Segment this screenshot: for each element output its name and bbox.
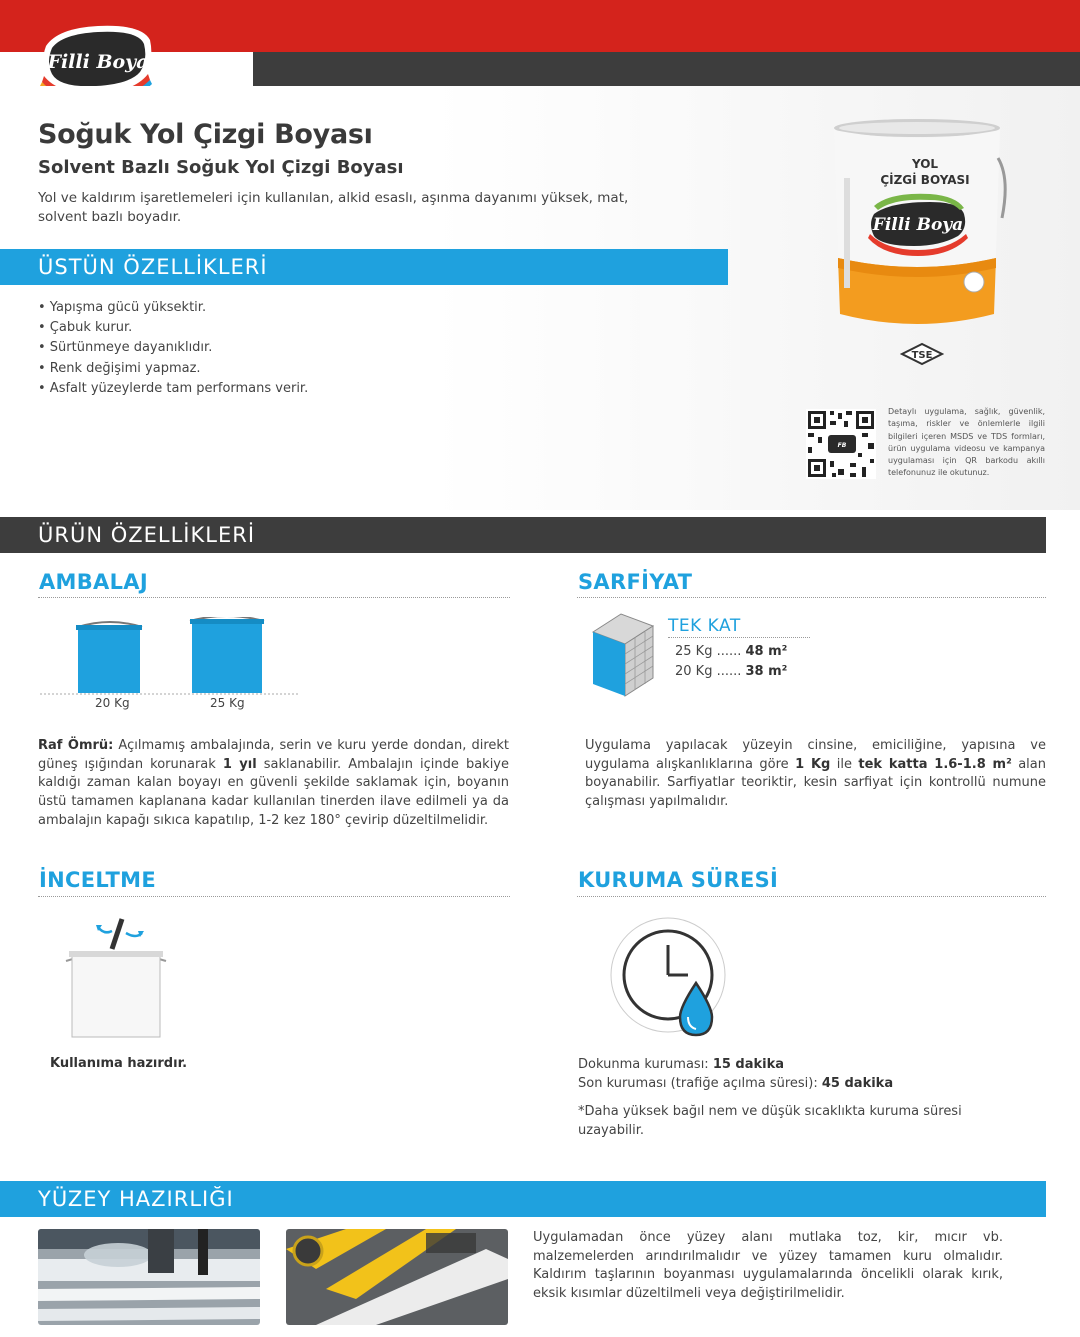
svg-text:Filli Boya: Filli Boya xyxy=(872,215,964,235)
surface-prep-text: Uygulamadan önce yüzey alanı mutlaka toz, kir, mıcır vb. malzemelerden arındırılmalıdır ve yüzey tamamen kuru olmalıdır. Kaldırım taşlarının boyanması uygulamalarında öncelikli olarak kırık, eksik kısımlar düzeltilmeli veya değiştirilmelidir. xyxy=(533,1230,1003,1302)
feature-item: • Yapışma gücü yüksektir. xyxy=(38,300,207,315)
coverage-row: 20 Kg ...... 38 m² xyxy=(675,664,788,679)
package-sizes-icon xyxy=(40,617,298,697)
qr-code-icon xyxy=(806,409,876,479)
ready-to-use-text: Kullanıma hazırdır. xyxy=(50,1056,188,1071)
svg-text:Filli Boya: Filli Boya xyxy=(47,51,149,73)
page-subtitle: Solvent Bazlı Soğuk Yol Çizgi Boyası xyxy=(38,157,404,178)
svg-text:TSE: TSE xyxy=(911,350,933,361)
divider xyxy=(38,896,510,897)
feature-item: • Renk değişimi yapmaz. xyxy=(38,360,201,376)
divider xyxy=(577,896,1046,897)
feature-item: • Sürtünmeye dayanıklıdır. xyxy=(38,340,213,356)
ready-to-use-bucket-icon xyxy=(64,915,168,1039)
ustun-ozellikleri-heading: ÜSTÜN ÖZELLİKLERİ xyxy=(0,249,728,285)
top-red-bar xyxy=(0,0,1080,52)
divider xyxy=(668,637,810,638)
divider xyxy=(38,597,510,598)
yuzey-hazirligi-heading: YÜZEY HAZIRLIĞI xyxy=(0,1181,1046,1217)
feature-item: • Çabuk kurur. xyxy=(38,320,133,336)
feature-list xyxy=(38,298,308,399)
top-dark-bar xyxy=(253,52,1080,86)
surface-prep-photo-2 xyxy=(286,1229,508,1325)
package-size-label: 20 Kg xyxy=(95,696,130,710)
tek-kat-label: TEK KAT xyxy=(668,616,741,636)
final-dry-row: Son kuruması (trafiğe açılma süresi): 45 dakika xyxy=(578,1075,894,1091)
ambalaj-heading: AMBALAJ xyxy=(39,570,148,594)
inceltme-heading: İNCELTME xyxy=(39,868,157,892)
kuruma-suresi-heading: KURUMA SÜRESİ xyxy=(578,868,779,892)
wall-coverage-icon xyxy=(591,612,657,698)
tse-certification-icon xyxy=(900,342,944,366)
divider xyxy=(577,597,1046,598)
svg-text:ÇİZGİ BOYASI: ÇİZGİ BOYASI xyxy=(880,173,970,187)
qr-description: Detaylı uygulama, sağlık, güvenlik, taşıma, riskler ve önlemlerle ilgili bilgileri içeren MSDS ve TDS formları, ürün uygulama videosu ve kampanya uygulaması için QR barkodu akıllı telefonunuz ile okutunuz. xyxy=(888,407,1045,478)
drying-times xyxy=(578,1056,893,1093)
product-intro: Yol ve kaldırım işaretlemeleri için kullanılan, alkid esaslı, aşınma dayanımı yüksek, mat, solvent bazlı boyadır. xyxy=(38,190,629,225)
drying-time-clock-icon xyxy=(610,917,726,1043)
feature-item: • Asfalt yüzeylerde tam performans verir. xyxy=(38,380,309,396)
svg-text:YOL: YOL xyxy=(911,157,939,171)
page-title: Soğuk Yol Çizgi Boyası xyxy=(38,119,373,150)
coverage-row: 25 Kg ...... 48 m² xyxy=(675,644,788,659)
urun-ozellikleri-heading: ÜRÜN ÖZELLİKLERİ xyxy=(0,517,1046,553)
sarfiyat-heading: SARFİYAT xyxy=(578,570,693,594)
package-size-label: 25 Kg xyxy=(210,696,245,710)
coverage-description: Uygulama yapılacak yüzeyin cinsine, emiciliğine, yapısına ve uygulama alışkanlıklarına göre 1 Kg ile tek katta 1.6-1.8 m² alan boyanabilir. Sarfiyatlar teoriktir, kesin sarfiyat için kontrollü numune çalışması yapılmalıdır. xyxy=(585,738,1046,810)
shelf-life-text: Raf Ömrü: Açılmamış ambalajında, serin ve kuru yerde dondan, direkt güneş ışığından korunarak 1 yıl saklanabilir. Ambalajın içinde bakiye kaldığı zaman kalan boyayı en güvenli şekilde saklamak için, boyanın üstü tamamen kaplanana kadar kullanılan tinerden ilave edilmeli ya da ambalajın kapağı sıkıca kapatılıp, 1-2 kez 180° çevirip düzeltilmelidir. xyxy=(38,738,509,828)
product-bucket-image xyxy=(830,118,1010,338)
surface-prep-photo-1 xyxy=(38,1229,260,1325)
drying-note: *Daha yüksek bağıl nem ve düşük sıcaklıkta kuruma süresi uzayabilir. xyxy=(578,1104,962,1138)
svg-text:FB: FB xyxy=(837,442,847,449)
touch-dry-row: Dokunma kuruması: 15 dakika xyxy=(578,1057,785,1072)
